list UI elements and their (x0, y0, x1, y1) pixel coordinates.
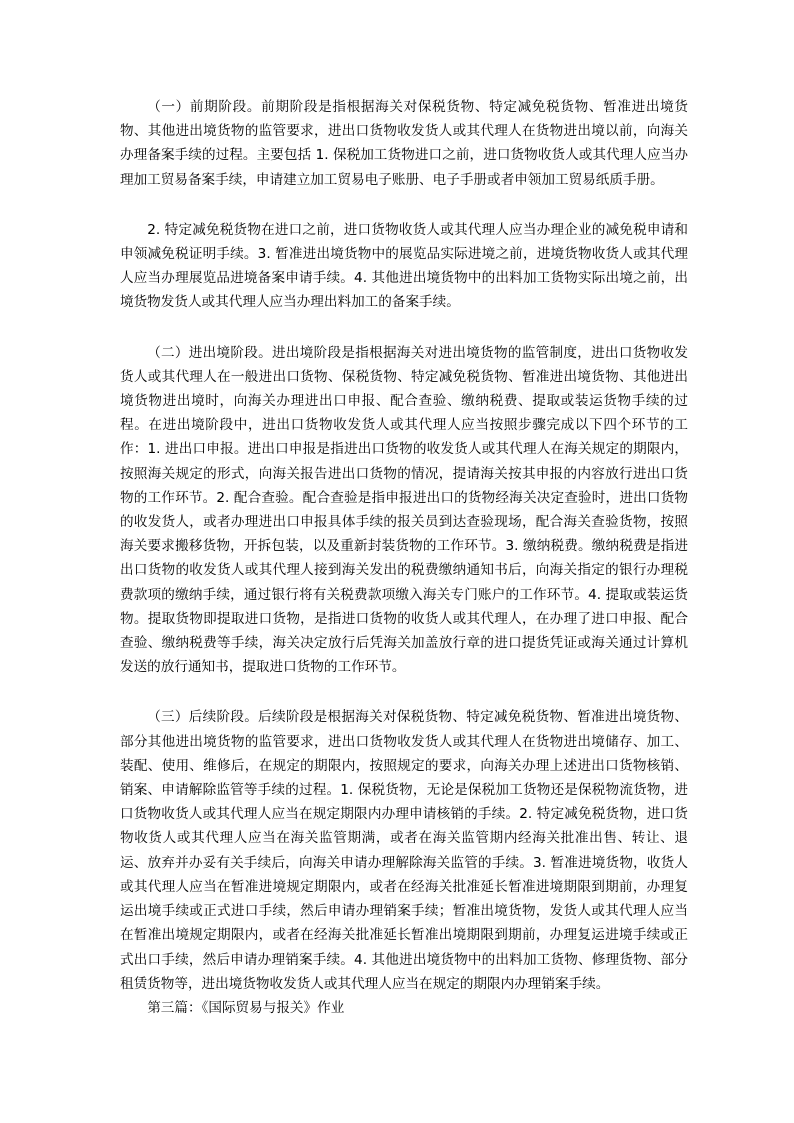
paragraph-preliminary-stage: （一）前期阶段。前期阶段是指根据海关对保税货物、特定减免税货物、暂准进出境货物、其他进出境货物的监管要求，进出口货物收发货人或其代理人在货物进出境以前，向海关办理备案手续的过程。主要包括 1. 保税加工货物进口之前，进口货物收货人或其代理人应当办理加工贸易备案手续，申请建立加工贸易电子账册、电子手册或者申领加工贸易纸质手册。 (120, 99, 688, 188)
paragraph-preliminary-stage-continued: 2. 特定减免税货物在进口之前，进口货物收货人或其代理人应当办理企业的减免税申请和申领减免税证明手续。3. 暂准进出境货物中的展览品实际进境之前，进境货物收货人或其代理人应当办理展览品进境备案申请手续。4. 其他进出境货物中的出料加工货物实际出境之前，出境货物发货人或其代理人应当办理出料加工的备案手续。 (120, 221, 688, 311)
section-heading: 第三篇：《国际贸易与报关》作业 (147, 999, 345, 1016)
document-page (120, 95, 688, 1020)
paragraph-follow-up-stage: （三）后续阶段。后续阶段是根据海关对保税货物、特定减免税货物、暂准进出境货物、部分其他进出境货物的监管要求，进出口货物收发货人或其代理人在货物进出境储存、加工、装配、使用、维修后，在规定的期限内，按照规定的要求，向海关办理上述进出口货物核销、销案、申请解除监管等手续的过程。1. 保税货物，无论是保税加工货物还是保税物流货物，进口货物收货人或其代理人应当在规定期限内办理申请核销的手续。2. 特定减免税货物，进口货物收货人或其代理人应当在海关监管期满，或者在海关监管期内经海关批准出售、转让、退运、放弃并办妥有关手续后，向海关申请办理解除海关监管的手续。3. 暂准进境货物，收货人或其代理人应当在暂准进境规定期限内，或者在经海关批准延长暂准进境期限到期前，办理复运出境手续或正式进口手续，然后申请办理销案手续；暂准出境货物，发货人或其代理人应当在暂准出境规定期限内，或者在经海关批准延长暂准出境期限到期前，办理复运进境手续或正式出口手续，然后申请办理销案手续。4. 其他进出境货物中的出料加工货物、修理货物、部分租赁货物等，进出境货物收发货人或其代理人应当在规定的期限内办理销案手续。 (120, 709, 688, 992)
paragraph-import-export-stage: （二）进出境阶段。进出境阶段是指根据海关对进出境货物的监管制度，进出口货物收发货人或其代理人在一般进出口货物、保税货物、特定减免税货物、暂准进出境货物、其他进出境货物进出境时，向海关办理进出口申报、配合查验、缴纳税费、提取或装运货物手续的过程。在进出境阶段中，进出口货物收发货人或其代理人应当按照步骤完成以下四个环节的工作：1. 进出口申报。进出口申报是指进出口货物的收发货人或其代理人在海关规定的期限内，按照海关规定的形式，向海关报告进出口货物的情况，提请海关按其申报的内容放行进出口货物的工作环节。2. 配合查验。配合查验是指申报进出口的货物经海关决定查验时，进出口货物的收发货人，或者办理进出口申报具体手续的报关员到达查验现场，配合海关查验货物，按照海关要求搬移货物，开拆包装，以及重新封装货物的工作环节。3. 缴纳税费。缴纳税费是指进出口货物的收发货人或其代理人接到海关发出的税费缴纳通知书后，向海关指定的银行办理税费款项的缴纳手续，通过银行将有关税费款项缴入海关专门账户的工作环节。4. 提取或装运货物。提取货物即提取进口货物，是指进口货物的收货人或其代理人，在办理了进口申报、配合查验、缴纳税费等手续，海关决定放行后凭海关加盖放行章的进口提货凭证或海关通过计算机发送的放行通知书，提取进口货物的工作环节。 (120, 344, 688, 676)
